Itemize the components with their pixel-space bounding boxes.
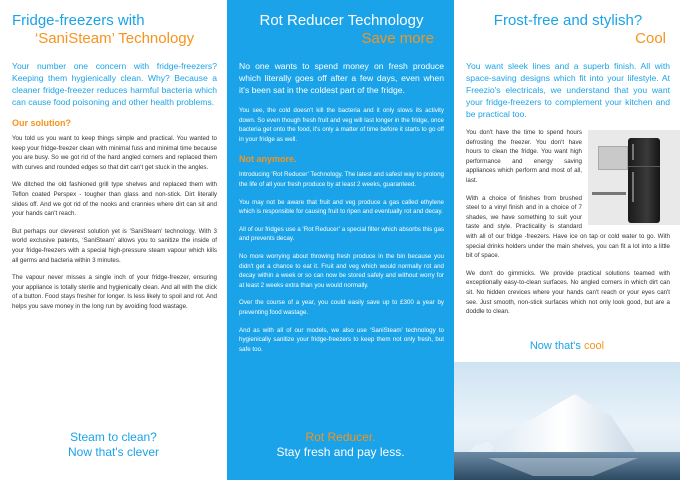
panel2-footer-line1: Rot Reducer. <box>305 430 376 444</box>
fridge-photo <box>588 130 680 225</box>
panel1-paragraph: The vapour never misses a single inch of your fridge-freezer, ensuring your appliance is totally sterile and hygienically clean. And all with the click of a button. Food stays fresher for longer. Is less likely to spoil and rot. And helps you save money in the long run by avoiding food wastage. <box>12 274 217 310</box>
iceberg-photo <box>454 362 680 480</box>
panel2-paragraph: No more worrying about throwing fresh produce in the bin because you didn't get a chance to eat it. Fruit and veg which would normally rot and decay within a week or so can now be stored safely and without worry for at least 2 weeks extra than you would normally. <box>239 252 444 289</box>
panel1-paragraph: You told us you want to keep things simple and practical. You wanted to keep your fridge-freezer clean with minimal fuss and minimal time because you are busy. So we got rid of the hard angled corners and replaced them with curves and rounded edges so that dirt can't get stuck in the angles. <box>12 135 217 171</box>
panel3-lead: You want sleek lines and a superb finish. All with space-saving designs which fit into your lifestyle. At Freezio's electricals, we understand that you want your fridge-freezers to complement your kitchen and be practical too. <box>466 61 670 119</box>
panel2-paragraph: You may not be aware that fruit and veg produce a gas called ethylene which is responsible for causing fruit to ripen and eventually rot and decay. <box>239 198 444 216</box>
panel1-footer-line2: Now that's clever <box>68 445 159 459</box>
panel2-paragraph: Introducing ‘Rot Reducer’ Technology. The latest and safest way to prolong the life of all your fresh produce by at least 2 weeks, guaranteed. <box>239 171 444 188</box>
panel2-lead: No one wants to spend money on fresh produce which literally goes off after a few days, even when it's been sat in the coldest part of the fridge. <box>239 61 444 95</box>
fridge-handle-top <box>632 144 634 160</box>
table-shape <box>592 192 626 195</box>
panel1-subheading: Our solution? <box>12 118 71 128</box>
fridge-door-split <box>628 166 660 167</box>
panel1-footer <box>0 430 227 460</box>
panel3-title-line2: Cool <box>635 30 666 47</box>
panel1-title-line1: Fridge-freezers with <box>12 12 145 29</box>
panel-sanisteam <box>0 0 227 480</box>
panel-rot-reducer <box>227 0 454 480</box>
panel2-paragraph: All of our fridges use a ‘Rot Reducer’ a special filter which absorbs this gas and prevents decay. <box>239 225 444 243</box>
panel2-paragraph: And as with all of our models, we also use ‘SaniSteam’ technology to hygienically sanitize your fridge-freezers to keep them not only fresh, but safe too. <box>239 326 444 353</box>
iceberg-shape <box>488 394 638 456</box>
panel1-paragraph: We ditched the old fashioned grill type shelves and replaced them with Teflon coated Perspex - tougher than glass and non-stick. Dirt literally slides off. And we got rid of the nooks and crannies where dirt can sit and your hands can't reach. <box>12 181 217 218</box>
fridge-handle-bottom <box>632 172 634 202</box>
panel2-title-line2: Save more <box>361 30 434 47</box>
panel3-title-line1: Frost-free and stylish? <box>493 12 643 29</box>
panel-frost-free <box>454 0 680 480</box>
panel2-footer-line2: Stay fresh and pay less. <box>276 445 405 459</box>
panel1-title-line2: ‘SaniSteam’ Technology <box>34 30 195 47</box>
panel3-paragraph: We don't do gimmicks. We provide practical solutions teamed with exceptionally easy-to-clean surfaces. No angled corners in which dirt can sit. No hidden crevices where your hands can't reach or your eyes can't see. Just smooth, non-stick surfaces which not only look good, but are a doddle to clean. <box>466 269 670 316</box>
wall-art-shape <box>598 146 628 170</box>
panel3-paragraph: You don't have the time to spend hours defrosting the freezer. You don't have hours to clean the fridge. You want high performance and energy saving appliances which perform and most of all, last. <box>466 129 582 184</box>
panel2-paragraph: Over the course of a year, you could easily save up to £300 a year by preventing food wastage. <box>239 299 444 316</box>
panel3-paragraph: With a choice of finishes from brushed steel to a vinyl finish and in a choice of 7 shades, we have something to suit your taste and style. Practicality is standard with all of our fridge -freezers. Have ice on tap or cold water to go. With special drinks holders under the main shelves, you can fit a lot into a little bit of space. <box>466 194 670 260</box>
panel1-footer-line1: Steam to clean? <box>70 430 157 444</box>
panel2-subheading: Not anymore. <box>239 154 297 165</box>
panel3-body <box>466 128 670 317</box>
panel3-tagline-accent: cool <box>583 340 605 352</box>
panel2-footer <box>227 430 454 460</box>
panel1-lead: Your number one concern with fridge-freezers? Keeping them hygienically clean. Why? Because a cleaner fridge-freezer reduces harmful bacteria which can cause food poisoning and other health problems. <box>12 61 217 107</box>
panel3-tagline-prefix: Now that's <box>529 340 584 352</box>
panel2-title-line1: Rot Reducer Technology <box>259 12 424 29</box>
panel3-tagline <box>454 340 680 352</box>
panel1-paragraph: But perhaps our cleverest solution yet is ‘SaniSteam’ technology. With 3 world exclusive patents, ‘SaniSteam’ allows you to sanitize the inside of your fridge-freezers with a special high-pressure steam vapour which kills all germs and bacteria within 3 minutes. <box>12 227 217 264</box>
panel2-paragraph: You see, the cold doesn't kill the bacteria and it only slows its activity down. So even though fresh fruit and veg will last longer in the fridge, once bacteria get onto the food, it's only a matter of time before it starts to go off in your fridge as well. <box>239 107 444 143</box>
